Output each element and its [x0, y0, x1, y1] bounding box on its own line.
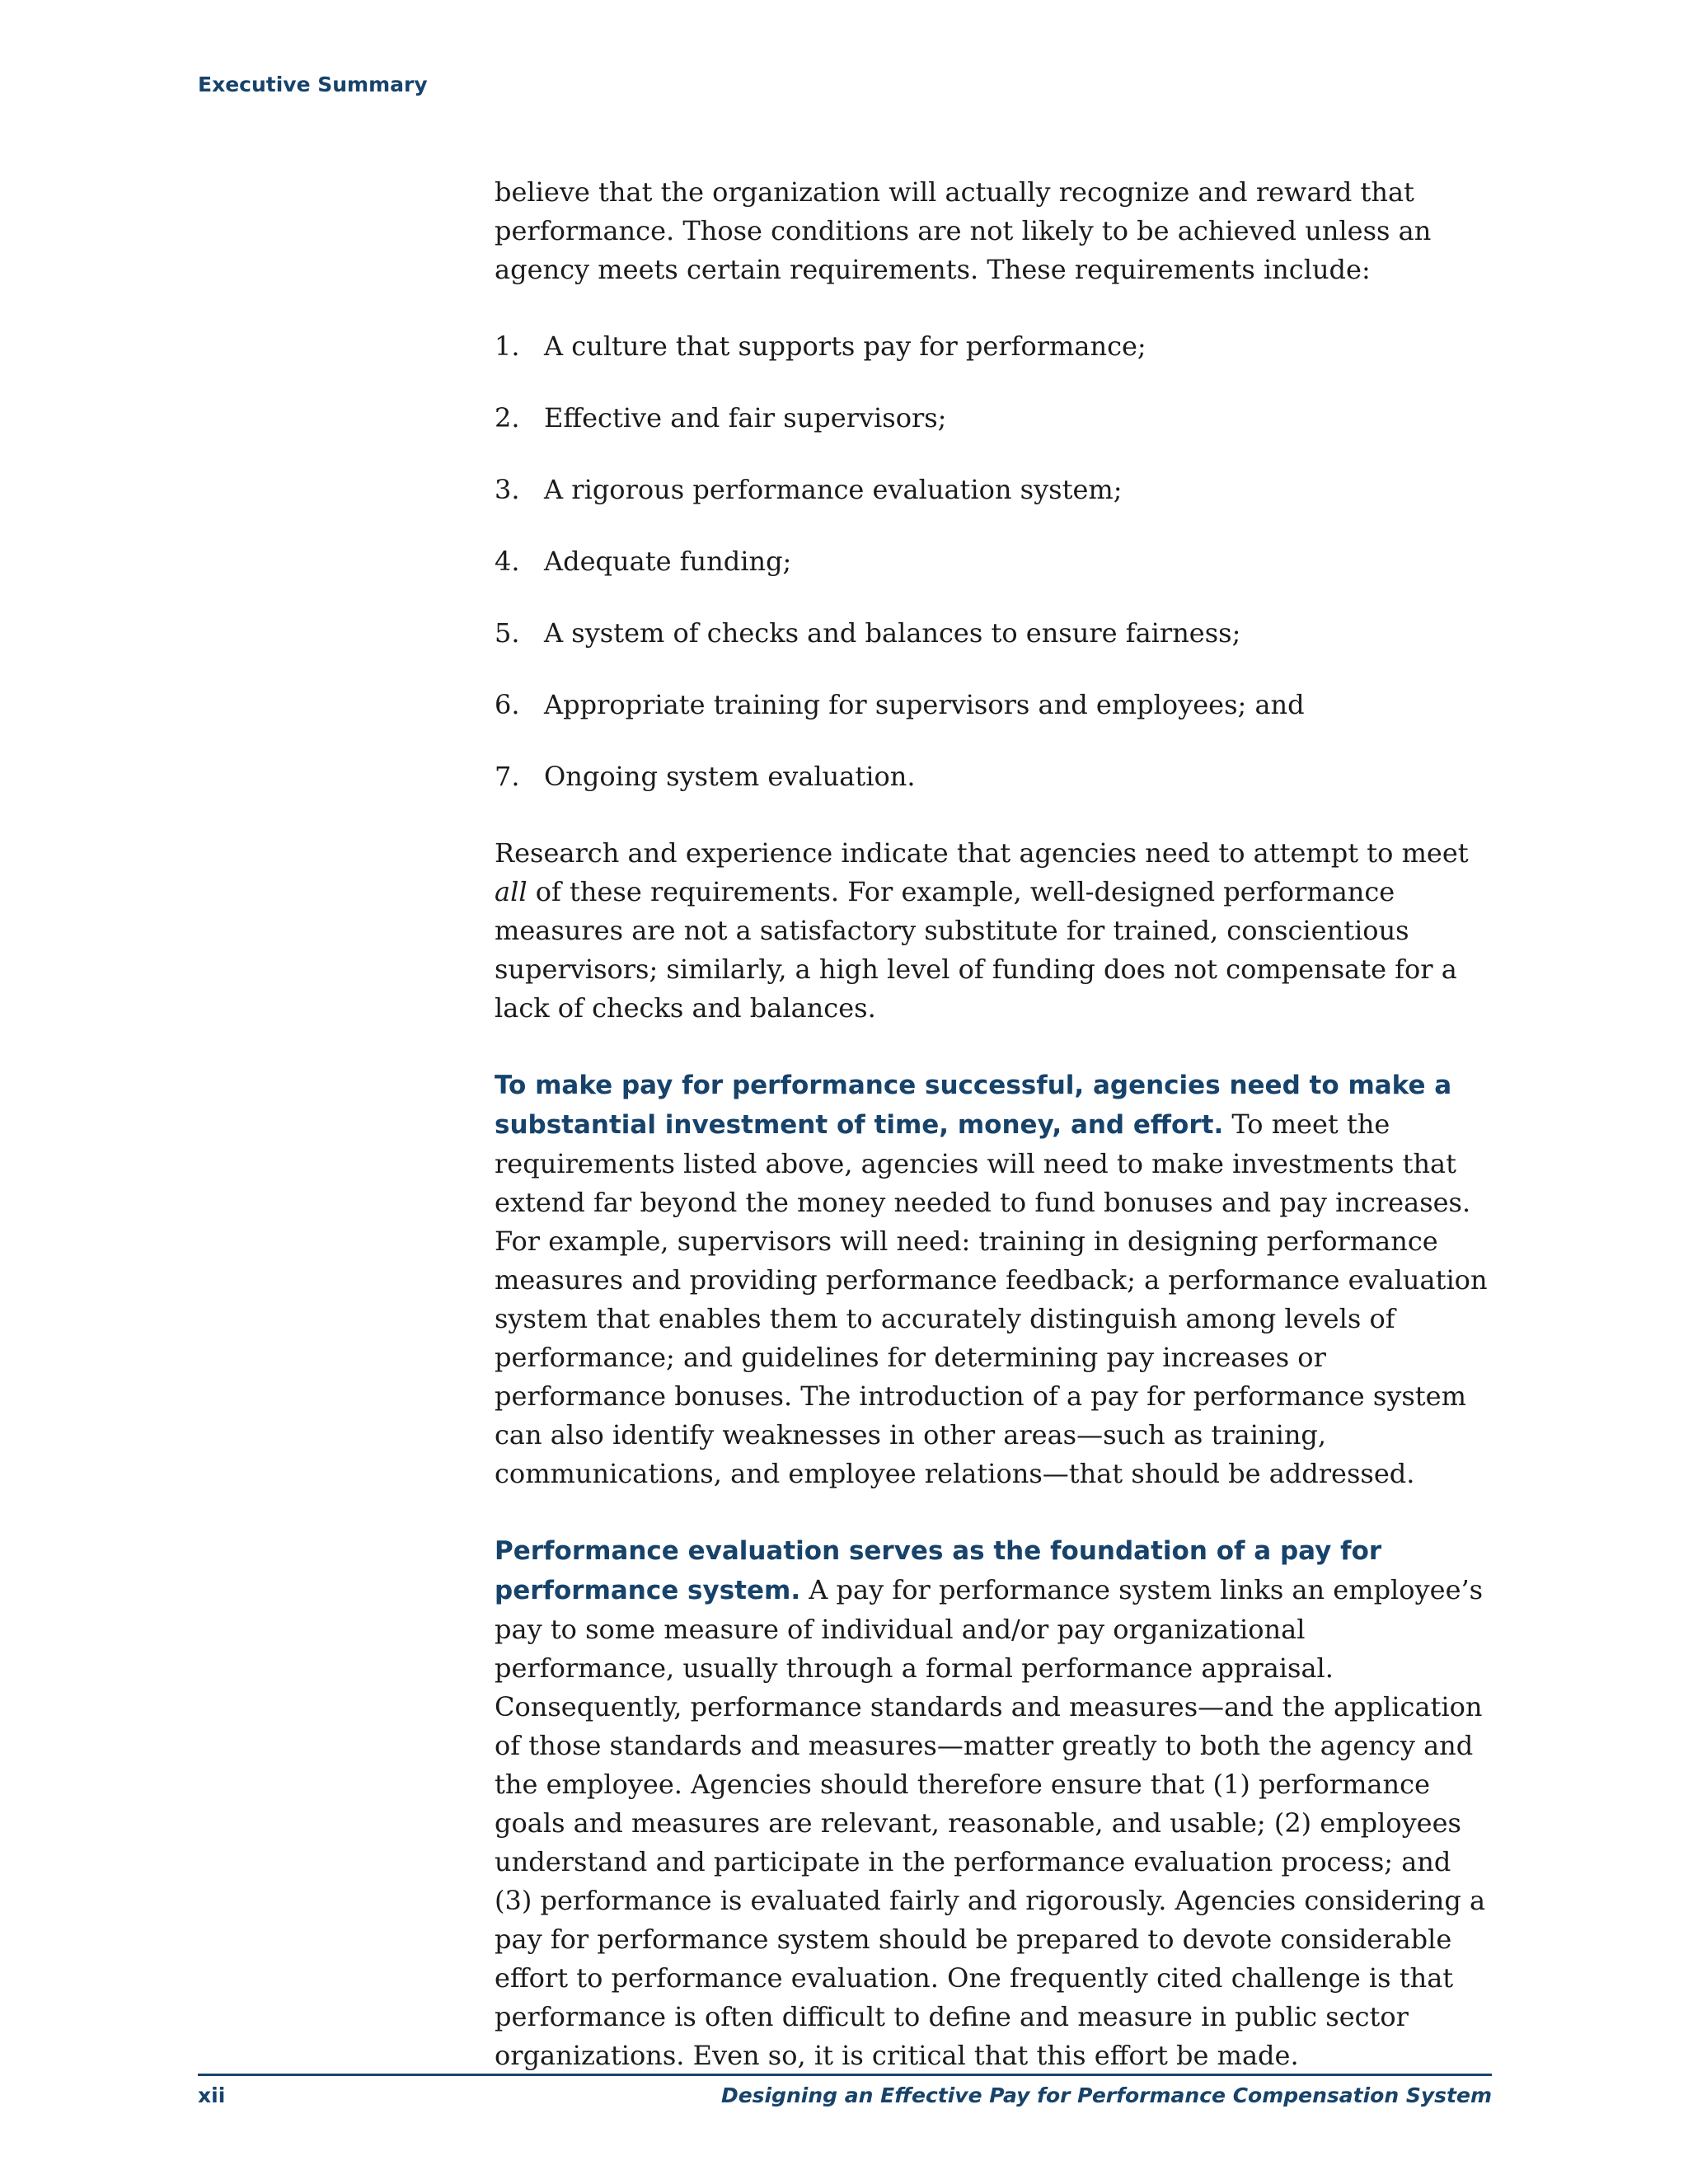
evaluation-lead-in: Performance evaluation serves as the foundation of a pay for performance system. — [495, 1536, 1382, 1605]
requirements-list — [495, 327, 1492, 796]
list-item — [495, 399, 1492, 438]
list-item — [495, 614, 1492, 653]
list-item — [495, 757, 1492, 796]
evaluation-paragraph — [495, 1531, 1492, 2075]
body-text — [495, 173, 1492, 2113]
list-item-text: Adequate funding; — [544, 546, 792, 577]
investment-text: To meet the requirements listed above, agencies will need to make investments that extend far beyond the money needed to fund bonuses and pay increases. For example, supervisors will need: training in designing performance measures and providing performance feedback; a performance evaluation system that enables them to accurately distinguish among levels of performance; and guidelines for determining pay increases or performance bonuses. The introduction of a pay for performance system can also identify weaknesses in other areas—such as training, communications, and employee relations—that should be addressed. — [495, 1108, 1488, 1489]
list-item-text: A system of checks and balances to ensure fairness; — [544, 617, 1241, 649]
list-item-text: Effective and fair supervisors; — [544, 402, 947, 434]
footer-document-title: Designing an Effective Pay for Performance Compensation System — [720, 2083, 1492, 2107]
list-item — [495, 542, 1492, 581]
list-item-text: Appropriate training for supervisors and employees; and — [544, 689, 1305, 720]
research-text-end: of these requirements. For example, well-designed performance measures are not a satisfactory substitute for trained, conscientious supervisors; similarly, a high level of funding does not compensate for a lack of checks and balances. — [495, 876, 1457, 1024]
list-item-text: A rigorous performance evaluation system; — [544, 474, 1123, 505]
list-item — [495, 471, 1492, 509]
list-item-number: 5. — [495, 617, 520, 649]
list-item-number: 2. — [495, 402, 520, 434]
list-item — [495, 327, 1492, 366]
running-header: Executive Summary — [198, 73, 428, 96]
page-number: xii — [198, 2083, 226, 2107]
list-item-number: 3. — [495, 474, 520, 505]
list-item-text: Ongoing system evaluation. — [544, 761, 916, 792]
intro-paragraph: believe that the organization will actually recognize and reward that performance. Those conditions are not likely to be achieved unless an agency meets certain requirements. These requirements include: — [495, 176, 1432, 285]
research-paragraph — [495, 834, 1492, 1028]
list-item — [495, 686, 1492, 724]
list-item-text: A culture that supports pay for performance; — [544, 330, 1146, 362]
research-emphasis: all — [495, 876, 528, 907]
list-item-number: 4. — [495, 546, 520, 577]
list-item-number: 1. — [495, 330, 520, 362]
investment-lead-in: To make pay for performance successful, agencies need to make a substantial investment of time, money, and effort. — [495, 1071, 1452, 1140]
footer-divider — [198, 2074, 1492, 2076]
list-item-number: 6. — [495, 689, 520, 720]
investment-paragraph — [495, 1066, 1492, 1493]
research-text-start: Research and experience indicate that agencies need to attempt to meet — [495, 837, 1469, 869]
list-item-number: 7. — [495, 761, 520, 792]
evaluation-text: A pay for performance system links an employee’s pay to some measure of individual and/or pay organizational performance, usually through a formal performance appraisal. Consequently, performance standards and measures—and the application of those standards and measures—matter greatly to both the agency and the employee. Agencies should therefore ensure that (1) performance goals and measures are relevant, reasonable, and usable; (2) employees understand and participate in the performance evaluation process; and (3) performance is evaluated fairly and rigorously. Agencies considering a pay for performance system should be prepared to devote considerable effort to performance evaluation. One frequently cited challenge is that performance is often difficult to define and measure in public sector organizations. Even so, it is critical that this effort be made. — [495, 1574, 1486, 2071]
